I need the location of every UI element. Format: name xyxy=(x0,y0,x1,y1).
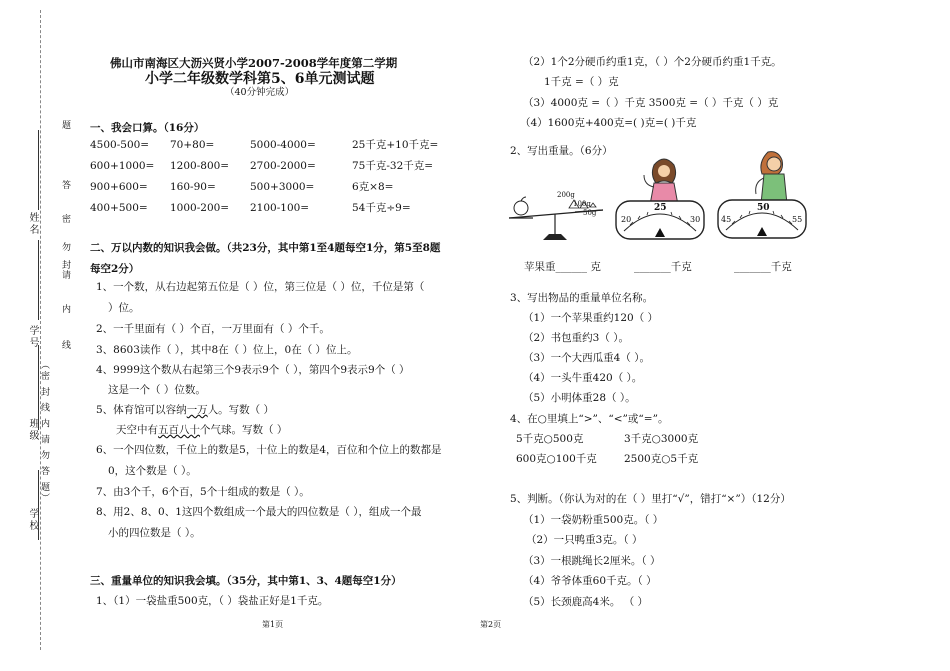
question-text: （2）1个2分硬币约重1克，（ ）个2分硬币约重1千克。 xyxy=(523,56,782,68)
apple-icon xyxy=(514,201,528,215)
studentno-label: 学号 xyxy=(27,325,38,349)
section2-heading-cont: 每空2分） xyxy=(90,263,140,275)
seal-mark: 答 xyxy=(62,181,72,191)
list-item: （1）一袋奶粉重500克。（ ） xyxy=(523,514,664,526)
answer-line: _______千克 xyxy=(634,261,692,273)
list-item: （4）爷爷体重60千克。（ ） xyxy=(523,575,657,587)
compare-item: 2500克○5千克 xyxy=(624,453,699,465)
seal-mark: 题 xyxy=(62,121,72,131)
list-item: （5）小明体重28（ ）。 xyxy=(523,392,636,404)
question-text: 小的四位数是（ ）。 xyxy=(108,527,201,539)
calc-item: 2700-2000= xyxy=(250,160,316,172)
question-text: 8、用2、8、0、1这四个数组成一个最大的四位数是（ ），组成一个最 xyxy=(96,506,422,518)
question-text: ）位。 xyxy=(108,302,140,314)
question-text: 5、体育馆可以容纳一万人。写数（ ） xyxy=(96,404,275,416)
seal-mark: 内 xyxy=(62,305,72,315)
calc-item: 54千克÷9= xyxy=(352,202,411,214)
compare-item: 600克○100千克 xyxy=(516,453,597,465)
section2-heading: 二、万以内数的知识我会做。（共23分，其中第1至4题每空1分，第5至8题 xyxy=(90,242,441,254)
seal-mark: 请 xyxy=(62,271,72,281)
weight-label: 100g xyxy=(573,200,591,208)
question-text: 1、（1）一袋盐重500克，（ ）袋盐正好是1千克。 xyxy=(96,595,329,607)
question-text: 这是一个（ ）位数。 xyxy=(108,384,206,396)
weight-label: 200g xyxy=(557,191,575,199)
calc-item: 25千克+10千克= xyxy=(352,139,439,151)
answer-line: 苹果重______ 克 xyxy=(524,261,601,273)
scale-tick-label: 30 xyxy=(690,215,701,224)
exam-title-line2: 小学二年级数学科第5、6单元测试题 xyxy=(145,71,375,87)
list-item: （3）一个大西瓜重4（ ）。 xyxy=(523,352,650,364)
calc-item: 1000-200= xyxy=(170,202,230,214)
calc-item: 75千克-32千克= xyxy=(352,160,434,172)
exam-time-note: （40分钟完成） xyxy=(225,87,295,98)
compare-item: 3千克○3000克 xyxy=(624,433,699,445)
list-item: （5）长颈鹿高4米。 （ ） xyxy=(523,596,649,608)
answer-line: _______千克 xyxy=(734,261,792,273)
calc-item: 70+80= xyxy=(170,139,215,151)
question-text: 7、由3个千，6个百，5个十组成的数是（ ）。 xyxy=(96,486,310,498)
scale-tick-label: 25 xyxy=(654,203,667,213)
question-heading: 3、写出物品的重量单位名称。 xyxy=(510,292,654,304)
question-text: 4、9999这个数从右起第三个9表示9个（ ），第四个9表示9个（ ） xyxy=(96,364,410,376)
seal-notice-lower: （密 封 线 内 请 勿 答 题） xyxy=(39,360,49,505)
question-text: 1、一个数，从右边起第五位是（ ）位，第三位是（ ）位，千位是第（ xyxy=(96,281,425,293)
calc-item: 400+500= xyxy=(90,202,148,214)
list-item: （4）一头牛重420（ ）。 xyxy=(523,372,643,384)
list-item: （1）一个苹果重约120（ ） xyxy=(523,312,659,324)
calc-item: 1200-800= xyxy=(170,160,230,172)
weight-label: 50g xyxy=(583,209,597,217)
page-number: 第1页 xyxy=(262,620,284,629)
school-label: 学校 xyxy=(27,508,38,532)
scale-tick-label: 20 xyxy=(621,215,632,224)
seal-mark: 线 xyxy=(62,341,72,351)
woman-figure-icon xyxy=(756,152,787,204)
page-number: 第2页 xyxy=(480,620,502,629)
list-item: （2）书包重约3（ ）。 xyxy=(523,332,629,344)
question-text: 天空中有五百八十个气球。写数（ ） xyxy=(116,424,288,436)
girl-figure-icon xyxy=(644,159,678,205)
scale-tick-label: 45 xyxy=(721,215,732,224)
calc-item: 5000-4000= xyxy=(250,139,316,151)
question-text: 6、一个四位数，千位上的数是5，十位上的数是4，百位和个位上的数都是 xyxy=(96,444,442,456)
question-heading: 4、在○里填上“>”、“<”或“=”。 xyxy=(510,413,669,425)
name-label: 姓名 xyxy=(27,212,38,236)
section3-heading: 三、重量单位的知识我会填。（35分，其中第1、3、4题每空1分） xyxy=(90,575,402,587)
calc-item: 500+3000= xyxy=(250,181,315,193)
bathroom-scale-1 xyxy=(614,155,706,241)
seal-mark: 勿 xyxy=(62,243,72,253)
list-item: （3）一根跳绳长2厘米。（ ） xyxy=(523,555,661,567)
list-item: （2）一只鸭重3克。（ ） xyxy=(526,534,643,546)
question-text: 3、8603读作（ ），其中8在（ ）位上，0在（ ）位上。 xyxy=(96,344,358,356)
seal-mark: 密 xyxy=(62,215,72,225)
compare-item: 5千克○500克 xyxy=(516,433,584,445)
question-text: （4）1600克+400克=( )克=( )千克 xyxy=(520,117,697,129)
question-text: （3）4000克 =（ ）千克 3500克 =（ ）千克（ ）克 xyxy=(523,97,779,109)
scale-tick-label: 50 xyxy=(757,203,770,213)
question-heading: 5、判断。（你认为对的在（ ）里打“√”，错打“×”）（12分） xyxy=(510,493,791,505)
studentno-underline xyxy=(38,240,39,320)
exam-title-line1: 佛山市南海区大沥兴贤小学2007-2008学年度第二学期 xyxy=(110,56,398,70)
question-text: 1千克 =（ ）克 xyxy=(544,76,619,88)
calc-item: 160-90= xyxy=(170,181,216,193)
question-text: 2、一千里面有（ ）个百，一万里面有（ ）个千。 xyxy=(96,323,330,335)
calc-item: 2100-100= xyxy=(250,202,310,214)
question-heading: 2、写出重量。（6分） xyxy=(510,145,613,157)
seal-mark: 封 xyxy=(62,261,72,271)
calc-item: 600+1000= xyxy=(90,160,155,172)
calc-item: 6克×8= xyxy=(352,181,394,193)
question-text: 0，这个数是（ ）。 xyxy=(108,465,197,477)
calc-item: 4500-500= xyxy=(90,139,150,151)
class-label: 班级 xyxy=(27,418,38,442)
binding-dashed-line xyxy=(40,10,41,650)
scale-tick-label: 55 xyxy=(792,215,803,224)
bathroom-scale-2 xyxy=(716,150,808,240)
calc-item: 900+600= xyxy=(90,181,148,193)
name-underline xyxy=(38,130,39,210)
section1-heading: 一、我会口算。（16分） xyxy=(90,122,205,134)
